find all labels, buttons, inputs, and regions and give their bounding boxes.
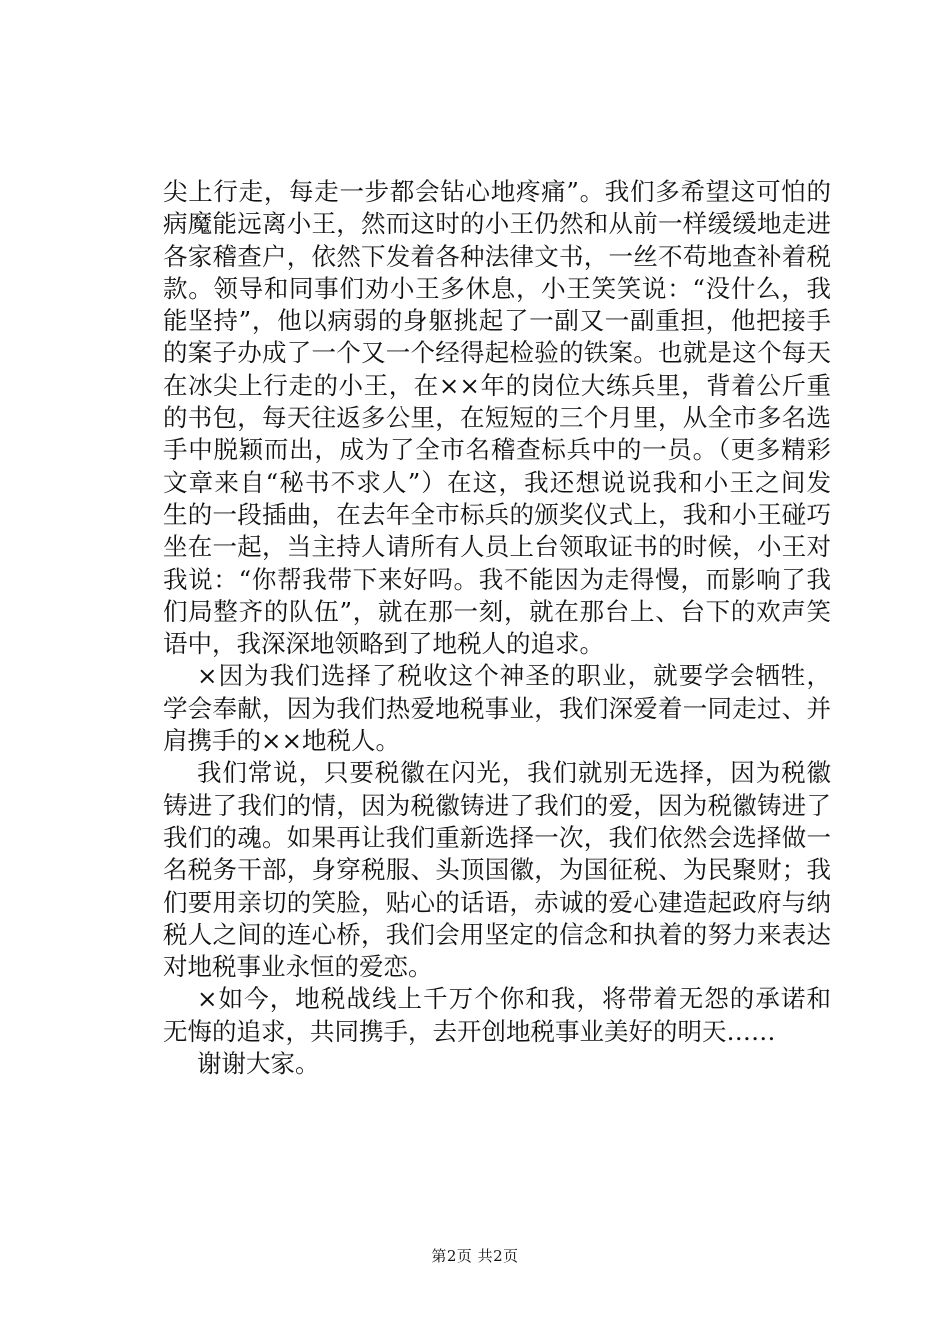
paragraph-4 (163, 983, 831, 1048)
text-line: 我们的魂。如果再让我们重新选择一次，我们依然会选择做一 (163, 822, 831, 852)
page-footer (0, 1245, 950, 1266)
text-line: 我说：“你帮我带下来好吗。我不能因为走得慢，而影响了我 (163, 564, 831, 594)
paragraph-1 (163, 176, 831, 660)
text-line: 们局整齐的队伍”，就在那一刻，就在那台上、台下的欢声笑 (163, 596, 831, 626)
text-line: 在冰尖上行走的小王，在××年的岗位大练兵里，背着公斤重 (163, 370, 831, 400)
paragraph-3 (163, 757, 831, 983)
text-line: 的书包，每天往返多公里，在短短的三个月里，从全市多名选 (163, 403, 831, 433)
text-line: 学会奉献，因为我们热爱地税事业，我们深爱着一同走过、并 (163, 693, 831, 723)
text-line: 尖上行走，每走一步都会钻心地疼痛”。我们多希望这可怕的 (163, 177, 831, 206)
document-body (163, 176, 831, 1080)
text-line: 的案子办成了一个又一个经得起检验的铁案。也就是这个每天 (163, 338, 831, 368)
text-line: 铸进了我们的情，因为税徽铸进了我们的爱，因为税徽铸进了 (163, 790, 831, 820)
text-line: 生的一段插曲，在去年全市标兵的颁奖仪式上，我和小王碰巧 (163, 499, 831, 529)
text-line: 税人之间的连心桥，我们会用坚定的信念和执着的努力来表达 (163, 919, 831, 949)
text-line: 对地税事业永恒的爱恋。 (163, 952, 433, 982)
text-line: 肩携手的××地税人。 (163, 726, 401, 756)
text-line: ×因为我们选择了税收这个神圣的职业，就要学会牺牲， (197, 661, 831, 691)
text-line: 文章来自“秘书不求人”）在这，我还想说说我和小王之间发 (163, 467, 831, 497)
text-line: 能坚持”，他以病弱的身躯挑起了一副又一副重担，他把接手 (163, 306, 831, 336)
text-line: 名税务干部，身穿税服、头顶国徽，为国征税、为民聚财；我 (163, 855, 831, 885)
text-line: 们要用亲切的笑脸，贴心的话语，赤诚的爱心建造起政府与纳 (163, 887, 831, 917)
page-number-label: 第2页 共2页 (431, 1247, 519, 1265)
text-line: 病魔能远离小王，然而这时的小王仍然和从前一样缓缓地走进 (163, 209, 831, 239)
closing-line: 谢谢大家。 (197, 1049, 320, 1079)
text-line: ×如今，地税战线上千万个你和我，将带着无怨的承诺和 (197, 984, 831, 1014)
text-line: 款。领导和同事们劝小王多休息，小王笑笑说：“没什么，我 (163, 273, 831, 303)
text-line: 坐在一起，当主持人请所有人员上台领取证书的时候，小王对 (163, 532, 831, 562)
paragraph-2 (163, 660, 831, 757)
text-line: 手中脱颖而出，成为了全市名稽查标兵中的一员。（更多精彩 (163, 435, 831, 465)
paragraph-closing (163, 1048, 831, 1080)
text-line: 各家稽查户，依然下发着各种法律文书，一丝不苟地查补着税 (163, 241, 831, 271)
text-line: 无悔的追求，共同携手，去开创地税事业美好的明天…… (163, 1016, 776, 1046)
text-line: 语中，我深深地领略到了地税人的追求。 (163, 629, 604, 659)
text-line: 我们常说，只要税徽在闪光，我们就别无选择，因为税徽 (197, 758, 831, 788)
